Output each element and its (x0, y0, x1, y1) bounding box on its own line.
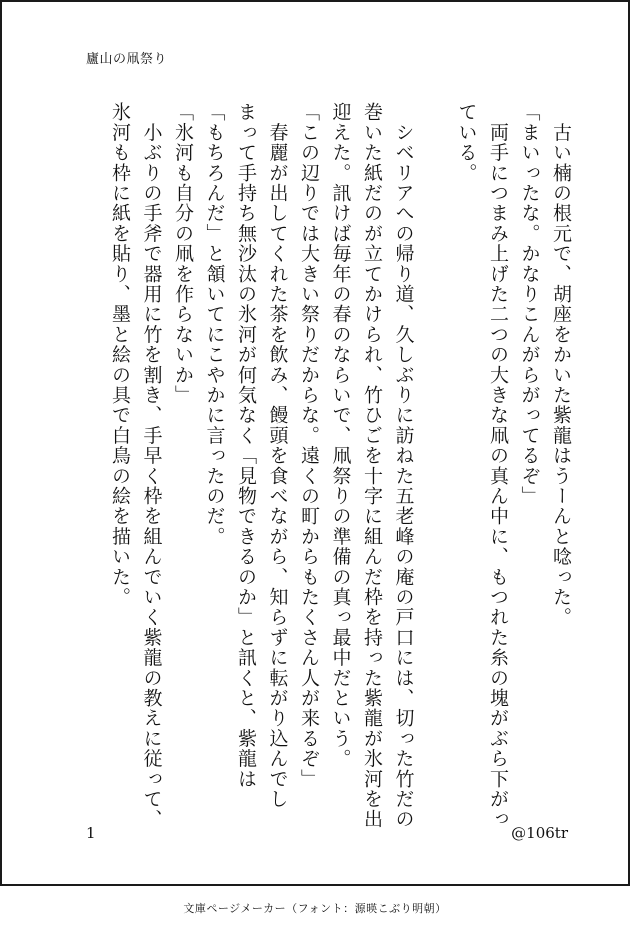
body-text (104, 102, 577, 830)
text-line: 迎えた。訊けば毎年の春のならいで、凧祭りの準備の真っ最中だという。 (329, 102, 352, 769)
text-line: 「もちろんだ」と頷いてにこやかに言ったのだ。 (203, 102, 226, 547)
text-line: まって手持ち無沙汰の氷河が何気なく「見物できるのか」と訊くと、紫龍は (235, 102, 257, 789)
text-line: 両手につまみ上げた二つの大きな凧の真ん中に、もつれた糸の塊がぶら下がっ (487, 102, 509, 830)
text-line: 巻いた紙だのが立てかけられ、竹ひごを十字に組んだ枠を持った紫龍が氷河を出 (361, 102, 383, 830)
text-line: 小ぶりの手斧で器用に竹を割き、手早く枠を組んでいく紫龍の教えに従って、 (140, 102, 163, 830)
book-title: 廬山の凧祭り (86, 52, 168, 67)
text-line: 「まいったな。かなりこんがらがってるぞ」 (518, 102, 541, 506)
footer-credit: 文庫ページメーカー（フォント：源暎こぶり明朝） (183, 902, 447, 915)
text-line: 古い楠の根元で、胡座をかいた紫龍はうーんと唸った。 (550, 102, 572, 628)
text-line: 「氷河も自分の凧を作らないか」 (172, 102, 194, 405)
text-line: 春麗が出してくれた茶を飲み、饅頭を食べながら、知らずに転がり込んでし (266, 102, 289, 809)
text-line: 氷河も枠に紙を貼り、墨と絵の具で白鳥の絵を描いた。 (109, 102, 131, 607)
text-line: シベリアへの帰り道、久しぶりに訪ねた五老峰の庵の戸口には、切った竹だの (392, 102, 415, 830)
text-line: ている。 (455, 102, 478, 183)
text-line: 「この辺りでは大きい祭りだからな。遠くの町からもたくさん人が来るぞ」 (298, 102, 320, 789)
author-handle: @106tr (511, 824, 568, 842)
page-number: 1 (86, 824, 96, 842)
blank-line (419, 102, 451, 802)
